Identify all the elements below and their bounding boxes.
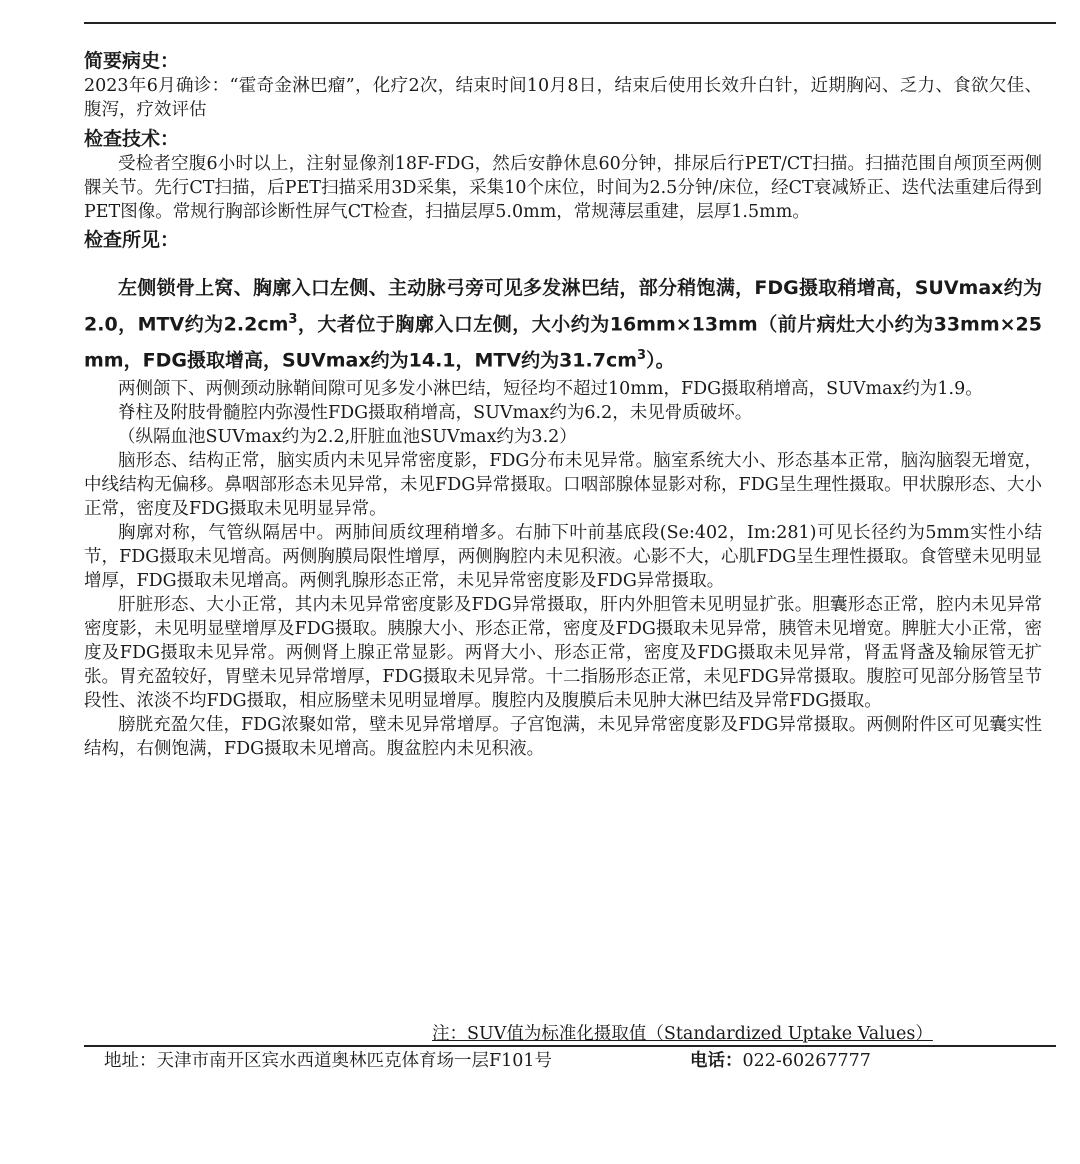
phone: [690, 1049, 871, 1073]
key-finding-part2: ，大者位于胸廓入口左侧，大小约为16mm×13mm（前片病灶大小约为33mm×25mm，FDG摄取增高，SUVmax约为14.1，MTV约为31.7cm: [84, 313, 1042, 372]
key-finding-part1: 左侧锁骨上窝、胸廓入口左侧、主动脉弓旁可见多发淋巴结，部分稍饱满，FDG摄取稍增高，SUVmax约为2.0，MTV约为2.2cm: [84, 277, 1042, 336]
phone-label: 电话：: [690, 1051, 743, 1071]
address: 地址：天津市南开区宾水西道奥林匹克体育场一层F101号: [104, 1051, 553, 1071]
key-finding-part3: ）。: [646, 349, 675, 372]
footer-rule: [84, 1045, 1056, 1047]
header-rule: [84, 22, 1056, 24]
key-finding: [84, 273, 1042, 377]
technique-heading: 检查技术：: [84, 128, 180, 150]
key-finding-sup2: 3: [637, 348, 647, 364]
finding-paragraph: 两侧颌下、两侧颈动脉鞘间隙可见多发小淋巴结，短径均不超过10mm，FDG摄取稍增高，SUVmax约为1.9。: [118, 378, 983, 399]
finding-paragraph: 肝脏形态、大小正常，其内未见异常密度影及FDG异常摄取，肝内外胆管未见明显扩张。胆囊形态正常，腔内未见异常密度影，未见明显壁增厚及FDG摄取。胰腺大小、形态正常，密度及FDG摄取未见异常，胰管未见增宽。脾脏大小正常，密度及FDG摄取未见异常。两侧肾上腺正常显影。两肾大小、形态正常，密度及FDG摄取未见异常，肾盂肾盏及输尿管无扩张。胃充盈较好，胃壁未见异常增厚，FDG摄取未见异常。十二指肠形态正常，未见FDG异常摄取。腹腔可见部分肠管呈节段性、浓淡不均FDG摄取，相应肠壁未见明显增厚。腹腔内及腹膜后未见肿大淋巴结及异常FDG摄取。: [84, 594, 1042, 711]
history-text: 2023年6月确诊：“霍奇金淋巴瘤”，化疗2次，结束时间10月8日，结束后使用长效升白针，近期胸闷、乏力、食欲欠佳、腹泻，疗效评估: [84, 76, 1042, 120]
phone-number: 022-60267777: [742, 1051, 871, 1071]
finding-paragraph: （纵隔血池SUVmax约为2.2,肝脏血池SUVmax约为3.2）: [118, 426, 577, 447]
finding-paragraph: 脑形态、结构正常，脑实质内未见异常密度影，FDG分布未见异常。脑室系统大小、形态基本正常，脑沟脑裂无增宽，中线结构无偏移。鼻咽部形态未见异常，未见FDG异常摄取。口咽部腺体显影对称，FDG呈生理性摄取。甲状腺形态、大小正常，密度及FDG摄取未见明显异常。: [84, 450, 1042, 519]
report-body: [84, 48, 1042, 761]
suv-note: 注：SUV值为标准化摄取值（Standardized Uptake Values）: [432, 1024, 933, 1044]
technique-text: 受检者空腹6小时以上，注射显像剂18F-FDG，然后安静休息60分钟，排尿后行PET/CT扫描。扫描范围自颅顶至两侧髁关节。先行CT扫描，后PET扫描采用3D采集，采集10个床位，时间为2.5分钟/床位，经CT衰减矫正、迭代法重建后得到PET图像。常规行胸部诊断性屏气CT检查，扫描层厚5.0mm，常规薄层重建，层厚1.5mm。: [84, 154, 1042, 222]
history-heading: 简要病史：: [84, 50, 180, 72]
finding-paragraph: 脊柱及附肢骨髓腔内弥漫性FDG摄取稍增高，SUVmax约为6.2，未见骨质破坏。: [118, 402, 753, 423]
finding-paragraph: 胸廓对称，气管纵隔居中。两肺间质纹理稍增多。右肺下叶前基底段(Se:402，Im:281)可见长径约为5mm实性小结节，FDG摄取未见增高。两侧胸膜局限性增厚，两侧胸腔内未见积液。心影不大，心肌FDG呈生理性摄取。食管壁未见明显增厚，FDG摄取未见增高。两侧乳腺形态正常，未见异常密度影及FDG异常摄取。: [84, 522, 1042, 591]
key-finding-sup1: 3: [288, 312, 298, 327]
findings-heading: 检查所见：: [84, 229, 180, 251]
finding-paragraph: 膀胱充盈欠佳，FDG浓聚如常，壁未见异常增厚。子宫饱满，未见异常密度影及FDG异常摄取。两侧附件区可见囊实性结构，右侧饱满，FDG摄取未见增高。腹盆腔内未见积液。: [84, 714, 1042, 759]
